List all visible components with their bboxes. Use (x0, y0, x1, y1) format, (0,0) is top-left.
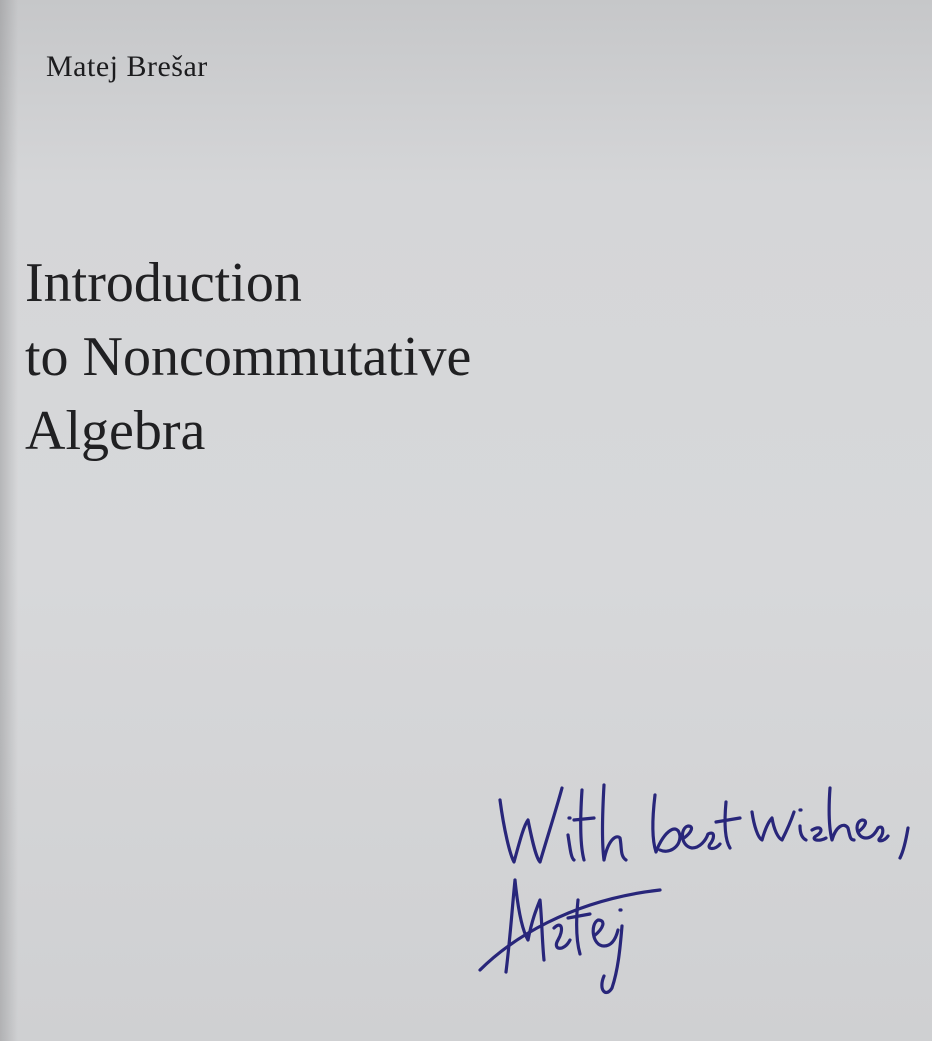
title-line-3: Algebra (25, 400, 206, 462)
ink-stroke-best (653, 795, 740, 852)
handwritten-inscription (470, 740, 920, 1030)
ink-stroke-ith (568, 785, 626, 860)
title-line-2: to Noncommutative (25, 326, 472, 388)
title-line-1: Introduction (25, 252, 302, 314)
author-name: Matej Brešar (46, 50, 208, 83)
page-gutter-shadow (0, 0, 18, 1041)
ink-stroke-comma (900, 828, 908, 858)
book-title (25, 246, 471, 468)
ink-stroke-W (500, 788, 562, 862)
ink-stroke-wishes (752, 788, 888, 841)
